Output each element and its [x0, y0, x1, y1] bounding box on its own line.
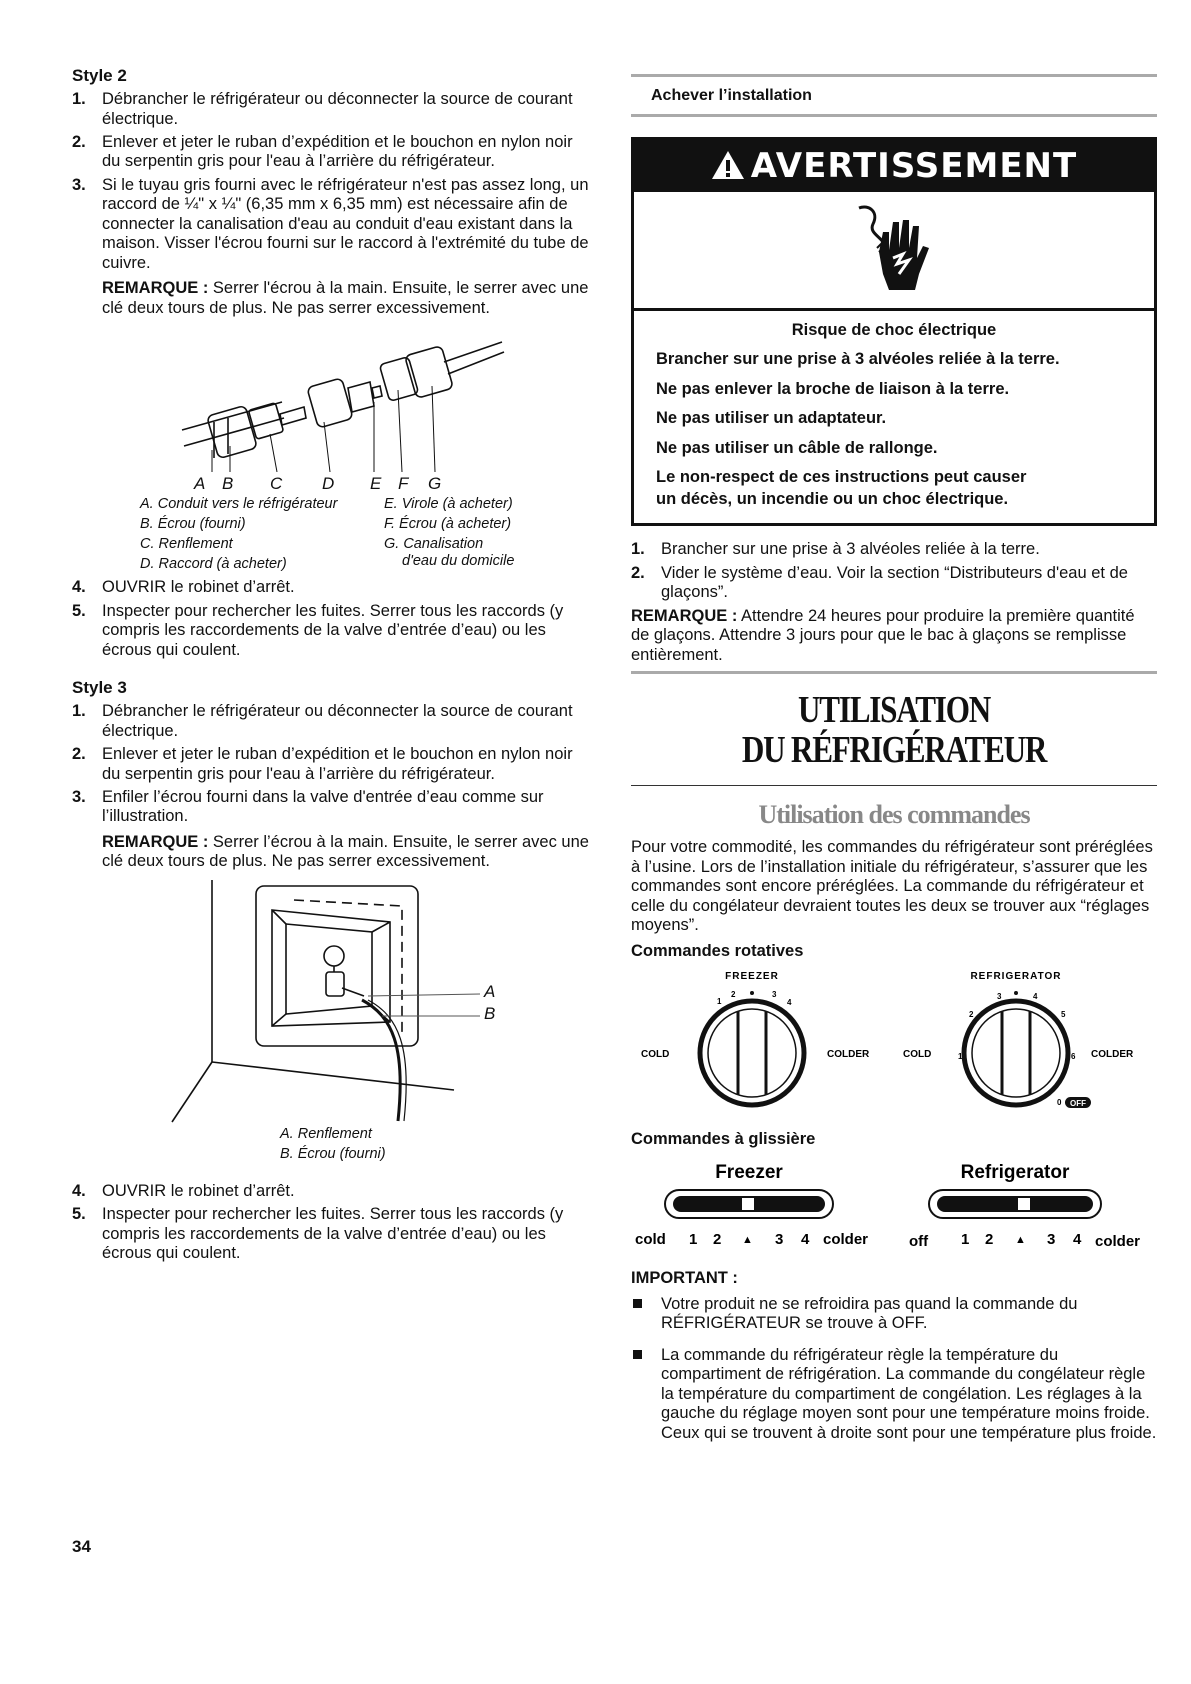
- subsection-title: Utilisation des commandes: [758, 799, 1030, 829]
- step-number: 3.: [72, 175, 86, 194]
- off-badge-label: OFF: [1070, 1098, 1086, 1108]
- step-text: OUVRIR le robinet d’arrêt.: [102, 1181, 295, 1200]
- step-text: Si le tuyau gris fourni avec le réfrigérateur n'est pas assez long, un raccord de ¼" x ¼" (6,35 mm x 6,35 mm) est nécessaire afin de connecter la canalisation d'eau au conduit d'eau existant dans la maison. Visser l'écrou fourni sur le raccord à l'extrémité du tube de cuivre.: [102, 175, 589, 272]
- slider-scale-label: 4: [1073, 1230, 1082, 1248]
- step-number: 5.: [72, 601, 86, 620]
- step-text: Enlever et jeter le ruban d’expédition et le bouchon en nylon noir du serpentin gris pour l'eau à l’arrière du réfrigérateur.: [102, 132, 573, 171]
- slide-controls: [631, 1156, 1157, 1256]
- step-text: Brancher sur une prise à 3 alvéoles reliée à la terre.: [661, 540, 1040, 559]
- step-number: 2.: [631, 563, 645, 582]
- list-item: [631, 1346, 1157, 1443]
- legend-item: B. Écrou (fourni): [280, 1145, 386, 1162]
- figure-letter: E: [370, 474, 382, 494]
- step-number: 4.: [72, 1181, 86, 1200]
- warning-line: Brancher sur une prise à 3 alvéoles reliée à la terre.: [656, 350, 1060, 369]
- figure-letter: A: [194, 474, 206, 494]
- freezer-dial-title: FREEZER: [725, 970, 779, 982]
- fridge-dial-marker: [1014, 991, 1018, 995]
- important-list: [631, 1295, 1157, 1443]
- rotary-dials: [631, 967, 1157, 1117]
- figure-letter: D: [322, 474, 335, 494]
- chapter-title-line: UTILISATION: [798, 688, 990, 731]
- step-text: Enfiler l’écrou fourni dans la valve d'entrée d’eau comme sur l’illustration.: [102, 788, 544, 826]
- legend-item: B. Écrou (fourni): [140, 516, 246, 533]
- dial-tick: 5: [1061, 1009, 1066, 1019]
- slide-controls-heading: Commandes à glissière: [631, 1130, 816, 1149]
- note-text: Serrer l’écrou à la main. Ensuite, le serrer avec une clé deux tours de plus. Ne pas serrer excessivement.: [102, 832, 589, 871]
- style3-steps: [72, 702, 592, 827]
- note-text: Serrer l'écrou à la main. Ensuite, le serrer avec une clé deux tours de plus. Ne pas serrer excessivement.: [102, 279, 589, 317]
- intro-paragraph: Pour votre commodité, les commandes du réfrigérateur sont préréglées à l’usine. Lors de l’installation initiale du réfrigérateur, s’assurer que les commandes sont encore préréglées. La commande du réfrigérateur et celle du congélateur devraient toutes les deux se trouver aux “réglages moyens”.: [631, 838, 1153, 935]
- page-number: 34: [72, 1537, 91, 1556]
- chapter-rule: [631, 671, 1157, 674]
- step-text: OUVRIR le robinet d’arrêt.: [102, 578, 295, 597]
- slider-scale-label: 2: [985, 1230, 994, 1248]
- dial-tick: 1: [717, 996, 722, 1006]
- slider-scale-label: 4: [801, 1230, 810, 1248]
- style2-note: [72, 279, 592, 318]
- warning-triangle-icon: [711, 150, 745, 180]
- chapter-title: [678, 690, 1109, 771]
- legend-item: D. Raccord (à acheter): [140, 556, 287, 573]
- freezer-slider: [635, 1162, 868, 1248]
- note-label: REMARQUE :: [102, 279, 209, 298]
- legend-item: F. Écrou (à acheter): [384, 516, 512, 533]
- freezer-dial-marker: [750, 991, 754, 995]
- slider-scale-label: 1: [961, 1230, 970, 1248]
- step-text: Inspecter pour rechercher les fuites. Serrer tous les raccords (y compris les raccordements de la valve d’entrée d’eau) ou les écrous qui coulent.: [102, 1205, 564, 1263]
- fitting-figure: [72, 322, 592, 572]
- style3-heading: Style 3: [72, 678, 127, 698]
- dial-tick: 6: [1071, 1051, 1076, 1061]
- freezer-colder-label: COLDER: [827, 1048, 870, 1060]
- figure-letter: F: [398, 474, 409, 494]
- figure-letter: B: [484, 1003, 496, 1023]
- section-rule-bottom: [631, 114, 1157, 117]
- warning-body: [634, 311, 1154, 523]
- legend-item: d'eau du domicile: [402, 553, 515, 570]
- freezer-slider-thumb[interactable]: [742, 1198, 754, 1210]
- style2-steps: [72, 90, 592, 273]
- warning-line: Le non-respect de ces instructions peut causer: [656, 468, 1027, 487]
- step-item: [72, 745, 592, 784]
- warning-risk: Risque de choc électrique: [791, 320, 997, 339]
- valve-figure: [72, 876, 592, 1176]
- warning-header: [634, 140, 1154, 192]
- dial-zero: 0: [1057, 1097, 1062, 1107]
- list-item: [631, 1295, 1157, 1334]
- style3-note: [72, 833, 592, 872]
- legend-item: G. Canalisation: [384, 536, 484, 553]
- final-note: [631, 607, 1157, 665]
- freezer-dial-inner: [708, 1009, 796, 1097]
- fridge-dial: [903, 971, 1134, 1108]
- freezer-slider-title: Freezer: [715, 1161, 783, 1183]
- bullet-square-icon: [633, 1299, 642, 1308]
- step-text: Débrancher le réfrigérateur ou déconnecter la source de courant électrique.: [102, 90, 573, 128]
- step-item: [631, 540, 1157, 559]
- fridge-slider-title: Refrigerator: [960, 1161, 1070, 1183]
- slider-scale-label: ▲: [1015, 1233, 1026, 1246]
- chapter-title-line: DU RÉFRIGÉRATEUR: [741, 729, 1047, 772]
- note-label: REMARQUE :: [631, 606, 738, 625]
- list-item-text: Votre produit ne se refroidira pas quand la commande du RÉFRIGÉRATEUR se trouve à OFF.: [661, 1294, 1078, 1333]
- step-item: [72, 133, 592, 172]
- fridge-cold-label: COLD: [903, 1048, 932, 1060]
- rotary-controls-heading: Commandes rotatives: [631, 941, 804, 960]
- step-text: Enlever et jeter le ruban d’expédition et le bouchon en nylon noir du serpentin gris pour l'eau à l’arrière du réfrigérateur.: [102, 745, 573, 783]
- step-number: 1.: [631, 540, 645, 559]
- slider-scale-label: 1: [689, 1230, 698, 1248]
- electric-shock-hand-icon: [849, 202, 939, 298]
- step-text: Débrancher le réfrigérateur ou déconnecter la source de courant électrique.: [102, 702, 573, 740]
- figure-letter: G: [428, 474, 442, 494]
- fridge-dial-knob: [1002, 1011, 1030, 1095]
- right-column: [631, 74, 1157, 1455]
- legend-item: A. Renflement: [280, 1125, 372, 1142]
- fitting-letters: [72, 474, 592, 496]
- warning-line: Ne pas utiliser un câble de rallonge.: [656, 438, 938, 457]
- figure-letter: C: [270, 474, 283, 494]
- style3-steps-after: [72, 1182, 592, 1264]
- dial-tick: 2: [731, 989, 736, 999]
- fridge-slider-track: [937, 1196, 1093, 1212]
- step-item: [72, 702, 592, 741]
- style2-heading: Style 2: [72, 66, 127, 85]
- legend-item: A. Conduit vers le réfrigérateur: [140, 496, 338, 513]
- fridge-colder-label: COLDER: [1091, 1048, 1134, 1060]
- warning-line: Ne pas utiliser un adaptateur.: [656, 409, 887, 428]
- freezer-dial-knob: [738, 1011, 766, 1095]
- dial-tick: 4: [1033, 991, 1038, 1001]
- slider-scale-label: 3: [1047, 1230, 1056, 1248]
- fitting-illustration: [72, 322, 592, 472]
- step-number: 4.: [72, 578, 86, 597]
- slider-scale-label: 2: [713, 1230, 722, 1248]
- freezer-dial: [641, 971, 870, 1105]
- step-item: [631, 564, 1157, 603]
- slider-scale-label: off: [909, 1232, 929, 1250]
- dial-tick: 3: [772, 989, 777, 999]
- chapter-title-rule: [631, 785, 1157, 786]
- step-item: [72, 602, 592, 660]
- fitting-legend: [72, 496, 592, 572]
- dial-tick: 4: [787, 997, 792, 1007]
- list-item-text: La commande du réfrigérateur règle la température du compartiment de réfrigération. La commande du congélateur règle la température du compartiment de congélation. Les réglages à la gauche du réglage moyen sont pour une température moins froide. Ceux qui se trouvent à droite sont pour une température plus froide.: [661, 1345, 1157, 1442]
- step-number: 1.: [72, 702, 86, 721]
- legend-item: C. Renflement: [140, 536, 233, 553]
- step-number: 2.: [72, 745, 86, 764]
- slider-scale-label: colder: [1095, 1232, 1141, 1250]
- fridge-dial-ring: [964, 1001, 1068, 1105]
- warning-line: Ne pas enlever la broche de liaison à la terre.: [656, 379, 1010, 398]
- step-item: [72, 578, 592, 597]
- dial-tick: 1: [958, 1051, 963, 1061]
- slider-scale-label: ▲: [742, 1233, 753, 1246]
- step-text: Inspecter pour rechercher les fuites. Serrer tous les raccords (y compris les raccordements de la valve d’entrée d’eau) ou les écrous qui coulent.: [102, 601, 564, 659]
- note-label: REMARQUE :: [102, 832, 209, 851]
- important-heading: IMPORTANT :: [631, 1269, 738, 1288]
- fridge-dial-title: REFRIGERATOR: [970, 970, 1062, 982]
- warning-line: un décès, un incendie ou un choc électrique.: [656, 489, 1009, 508]
- step-number: 2.: [72, 132, 86, 151]
- fridge-slider-thumb[interactable]: [1018, 1198, 1030, 1210]
- slider-scale-label: cold: [635, 1230, 666, 1248]
- step-item: [72, 176, 592, 273]
- legend-item: E. Virole (à acheter): [384, 496, 513, 513]
- step-text: Vider le système d’eau. Voir la section “Distributeurs d'eau et de glaçons”.: [661, 563, 1128, 602]
- final-steps: [631, 540, 1157, 602]
- dial-tick: 2: [969, 1009, 974, 1019]
- warning-box: [631, 137, 1157, 526]
- left-column: [72, 66, 592, 1268]
- step-number: 3.: [72, 788, 86, 806]
- warning-title: AVERTISSEMENT: [750, 145, 1078, 186]
- figure-letter: B: [222, 474, 234, 494]
- step-item: [72, 1182, 592, 1201]
- fridge-slider: [909, 1162, 1140, 1250]
- step-number: 1.: [72, 90, 86, 109]
- figure-letter: A: [484, 981, 496, 1001]
- warning-icon-area: [634, 192, 1154, 311]
- slider-scale-label: colder: [823, 1230, 869, 1248]
- step-item: [72, 1205, 592, 1263]
- step-item: [72, 90, 592, 129]
- dial-tick: 3: [997, 991, 1002, 1001]
- valve-letters: [72, 876, 592, 1126]
- bullet-square-icon: [633, 1350, 642, 1359]
- freezer-cold-label: COLD: [641, 1048, 670, 1060]
- step-number: 5.: [72, 1205, 86, 1224]
- style2-steps-after: [72, 578, 592, 660]
- step-item: [72, 788, 592, 827]
- section-title: Achever l’installation: [651, 87, 812, 104]
- fridge-dial-inner: [972, 1009, 1060, 1097]
- note-text: Attendre 24 heures pour produire la première quantité de glaçons. Attendre 3 jours pour que le bac à glaçons se remplisse entièrement.: [631, 606, 1135, 664]
- freezer-dial-ring: [700, 1001, 804, 1105]
- slider-scale-label: 3: [775, 1230, 784, 1248]
- valve-legend: [72, 1126, 592, 1170]
